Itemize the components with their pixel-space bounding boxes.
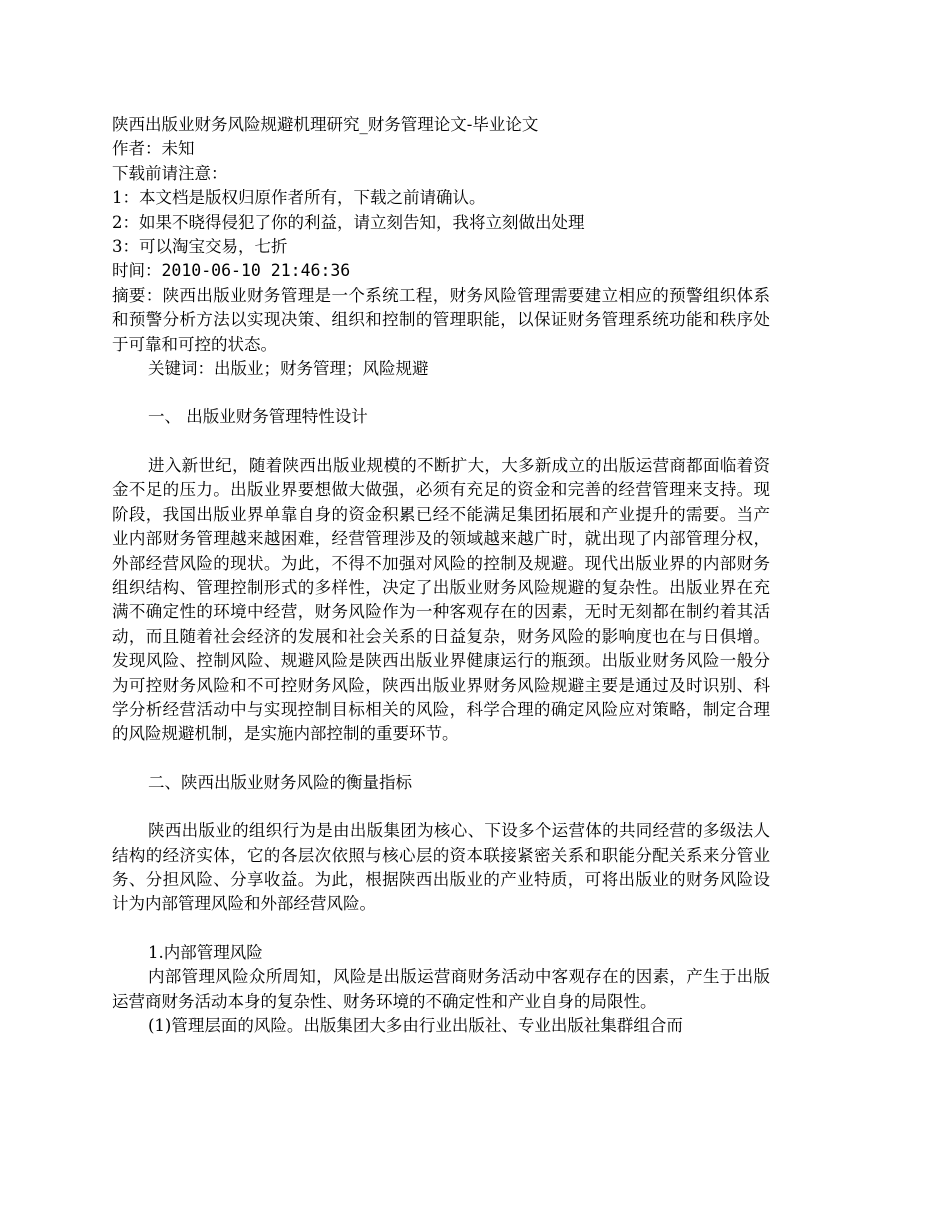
body-paragraph: 进入新世纪，随着陕西出版业规模的不断扩大，大多新成立的出版运营商都面临着资金不足的压力。出版业界要想做大做强，必须有充足的资金和完善的经营管理来支持。现阶段，我国出版业界单靠自身的资金积累已经不能满足集团拓展和产业提升的需要。当产业内部财务管理越来越困难，经营管理涉及的领域越来越广时，就出现了内部管理分权，外部经营风险的现状。为此，不得不加强对风险的控制及规避。现代出版业界的内部财务组织结构、管理控制形式的多样性，决定了出版业财务风险规避的复杂性。出版业界在充满不确定性的环境中经营，财务风险作为一种客观存在的因素，无时无刻都在制约着其活动，而且随着社会经济的发展和社会关系的日益复杂，财务风险的影响度也在与日俱增。发现风险、控制风险、规避风险是陕西出版业界健康运行的瓶颈。出版业财务风险一般分为可控财务风险和不可控财务风险，陕西出版业界财务风险规避主要是通过及时识别、科学分析经营活动中与实现控制目标相关的风险，科学合理的确定风险应对策略，制定合理的风险规避机制，是实施内部控制的重要环节。 [112,455,770,744]
body-paragraph: 内部管理风险众所周知，风险是出版运营商财务活动中客观存在的因素，产生于出版运营商财务活动本身的复杂性、财务环境的不确定性和产业自身的局限性。 [112,967,770,1011]
subsection-heading: 1.内部管理风险 [148,942,263,962]
document-page [112,113,770,1038]
section-heading: 一、 出版业财务管理特性设计 [148,407,368,427]
body-paragraph: 陕西出版业的组织行为是由出版集团为核心、下设多个运营体的共同经营的多级法人结构的经济实体，它的各层次依照与核心层的资本联接紧密关系和职能分配关系来分管业务、分担风险、分享收益。为此，根据陕西出版业的产业特质，可将出版业的财务风险设计为内部管理风险和外部经营风险。 [112,821,770,914]
notice-heading: 下载前请注意： [112,163,228,183]
abstract-paragraph: 摘要：陕西出版业财务管理是一个系统工程，财务风险管理需要建立相应的预警组织体系和预警分析方法以实现决策、组织和控制的管理职能，以保证财务管理系统功能和秩序处于可靠和可控的状态。 [112,285,770,354]
timestamp-line: 时间：2010-06-10 21:46:36 [112,261,351,281]
document-title: 陕西出版业财务风险规避机理研究_财务管理论文-毕业论文 [112,115,539,134]
notice-item: 3：可以淘宝交易，七折 [112,237,288,257]
body-paragraph: (1)管理层面的风险。出版集团大多由行业出版社、专业出版社集群组合而 [148,1016,683,1035]
notice-item: 2：如果不晓得侵犯了你的利益，请立刻告知，我将立刻做出处理 [112,212,585,232]
section-heading: 二、陕西出版业财务风险的衡量指标 [148,772,412,792]
keywords-line: 关键词：出版业；财务管理；风险规避 [148,359,429,379]
notice-item: 1：本文档是版权归原作者所有，下载之前请确认。 [112,188,486,208]
author-line: 作者：未知 [112,139,195,159]
